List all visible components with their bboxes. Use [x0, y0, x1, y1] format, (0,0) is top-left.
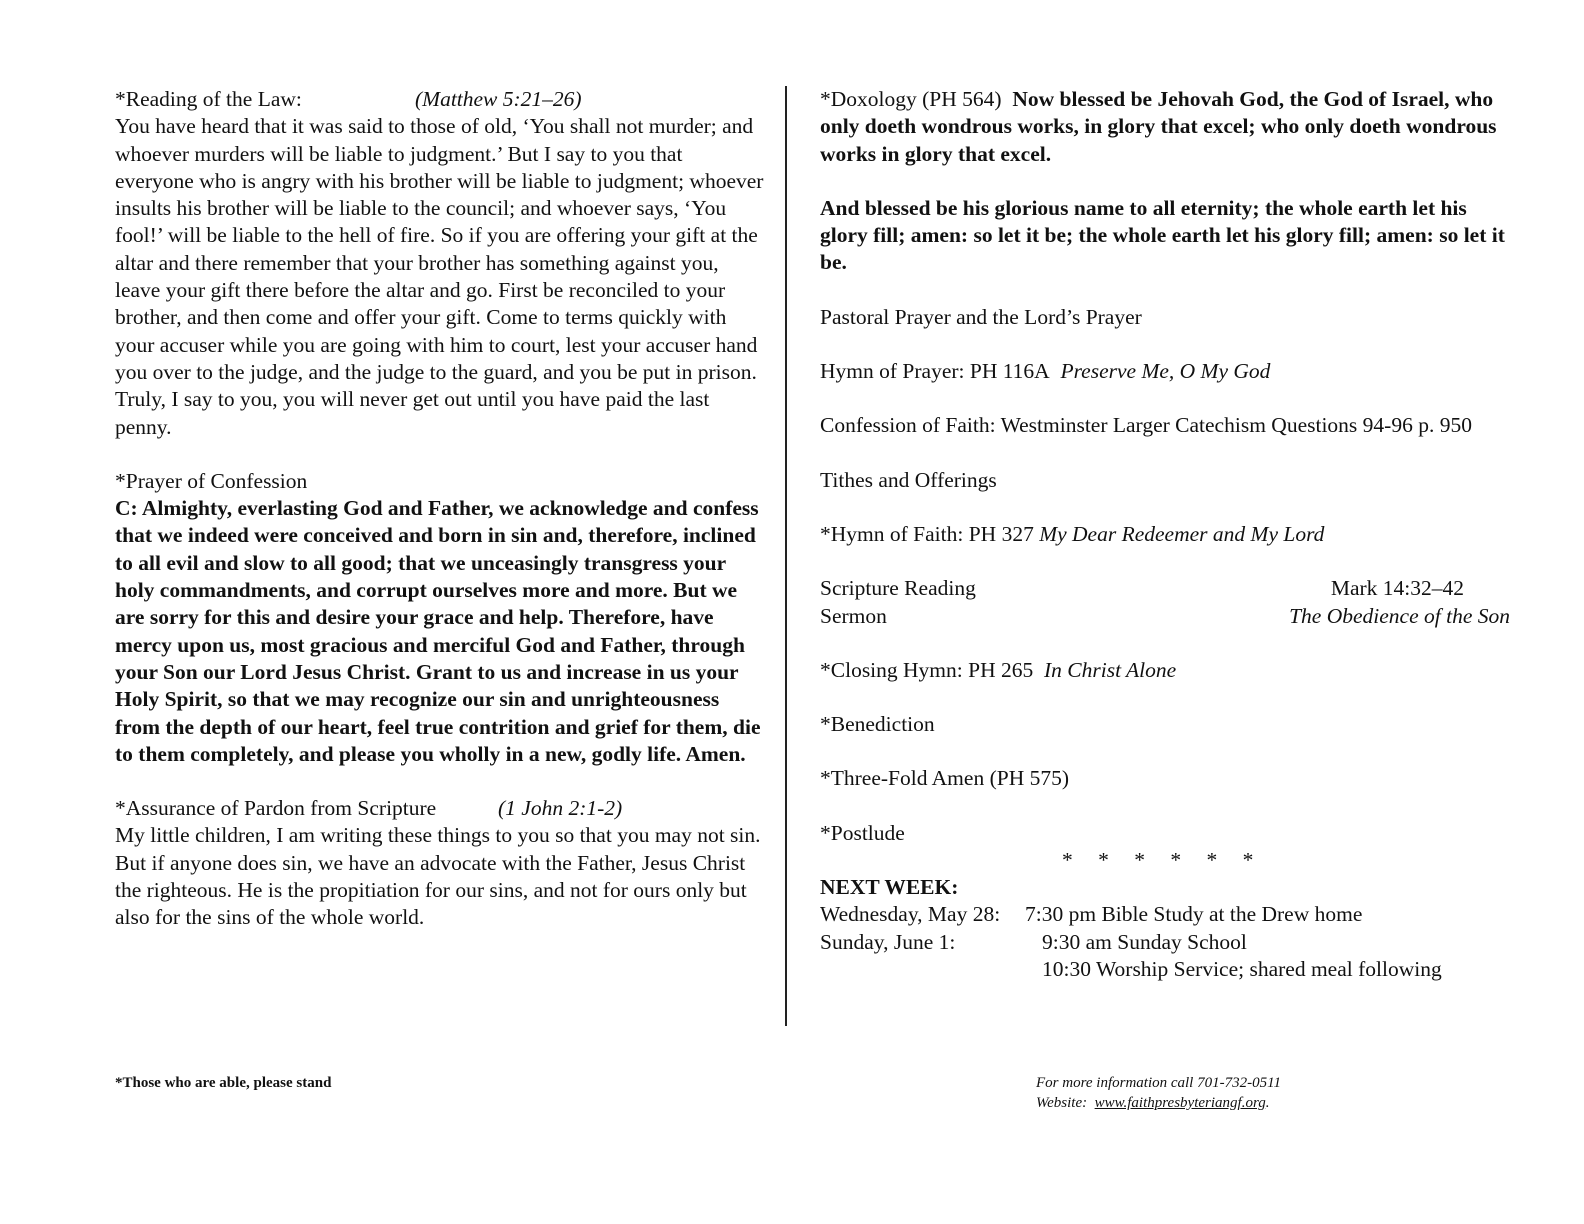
- law-heading: [115, 86, 765, 113]
- website-end: .: [1265, 1095, 1270, 1111]
- hymn-faith-label: *Hymn of Faith: PH 327: [820, 521, 1034, 546]
- confession-title: *Prayer of Confession: [115, 468, 308, 493]
- website-label: Website:: [1036, 1095, 1088, 1111]
- postlude: *Postlude: [820, 820, 905, 845]
- doxology-label: *Doxology (PH 564): [820, 87, 1002, 111]
- scripture-label: Scripture Reading: [820, 576, 976, 601]
- assurance-heading: [115, 795, 765, 822]
- closing-hymn-label: *Closing Hymn: PH 265: [820, 657, 1034, 682]
- next-week-date: Sunday, June 1:: [820, 929, 956, 954]
- left-column: [115, 86, 765, 932]
- hymn-prayer-title: Preserve Me, O My God: [1060, 359, 1271, 384]
- hymn-prayer-label: Hymn of Prayer: PH 116A: [820, 359, 1050, 384]
- doxology-text-1: Now blessed be Jehovah God, the God of Israel, who only doeth wondrous works, in glory that excel; who only doeth wondrous works in glory that excel.: [820, 87, 1497, 166]
- sermon-title: The Obedience of the Son: [1289, 603, 1510, 628]
- right-column: [820, 86, 1510, 983]
- separator-stars: * * * * * *: [1062, 848, 1254, 873]
- stand-note: *Those who are able, please stand: [115, 1075, 332, 1091]
- column-divider: [785, 86, 787, 1026]
- contact-info: [1036, 1073, 1281, 1113]
- law-reference: (Matthew 5:21–26): [415, 87, 582, 111]
- sermon-row: [820, 603, 1510, 630]
- next-week-item: [820, 956, 1510, 983]
- three-fold-amen: *Three-Fold Amen (PH 575): [820, 766, 1070, 791]
- next-week-date: Wednesday, May 28:: [820, 902, 1001, 927]
- next-week-title: NEXT WEEK:: [820, 875, 959, 900]
- website-link[interactable]: www.faithpresbyteriangf.org: [1094, 1095, 1266, 1111]
- pastoral-prayer: Pastoral Prayer and the Lord’s Prayer: [820, 304, 1142, 329]
- info-call: For more information call 701-732-0511: [1036, 1075, 1281, 1091]
- assurance-title: *Assurance of Pardon from Scripture: [115, 796, 437, 821]
- hymn-of-prayer: [820, 358, 1510, 385]
- next-week-date: [820, 956, 1042, 983]
- scripture-row: [820, 575, 1510, 602]
- closing-hymn-title: In Christ Alone: [1044, 657, 1177, 682]
- doxology-text-2: And blessed be his glorious name to all eternity; the whole earth let his glory fill; amen: so let it be; the whole earth let his glory fill; amen: so let it be.: [820, 195, 1505, 275]
- confession-text: C: Almighty, everlasting God and Father, we acknowledge and confess that we indeed were conceived and born in sin and, therefore, inclined to all evil and slow to all good; that we unceasingly transgress your holy commandments, and corrupt ourselves more and more. But we are sorry for this and desire your grace and help. Therefore, have mercy upon us, most gracious and merciful God and Father, through your Son our Lord Jesus Christ. Grant to us and increase in us your Holy Spirit, so that we may recognize our sin and unrighteousness from the depth of our heart, feel true contrition and grief for them, die to them completely, and please you wholly in a new, godly life. Amen.: [115, 496, 761, 766]
- next-week-event: 10:30 Worship Service; shared meal following: [1042, 956, 1442, 981]
- scripture-reference: Mark 14:32–42: [1330, 576, 1464, 601]
- next-week-item: [820, 901, 1510, 928]
- assurance-reference: (1 John 2:1-2): [498, 796, 623, 821]
- law-text: You have heard that it was said to those of old, ‘You shall not murder; and whoever murders will be liable to judgment.’ But I say to you that everyone who is angry with his brother will be liable to judgment; whoever insults his brother will be liable to the council; and whoever says, ‘You fool!’ will be liable to the hell of fire. So if you are offering your gift at the altar and there remember that your brother has something against you, leave your gift there before the altar and go. First be reconciled to your brother, and then come and offer your gift. Come to terms quickly with your accuser while you are going with him to court, lest your accuser hand you over to the judge, and the judge to the guard, and you be put in prison. Truly, I say to you, you will never get out until you have paid the last penny.: [115, 114, 764, 439]
- confession-of-faith: Confession of Faith: Westminster Larger Catechism Questions 94-96 p. 950: [820, 413, 1472, 438]
- tithes-offerings: Tithes and Offerings: [820, 467, 997, 492]
- closing-hymn: [820, 657, 1510, 684]
- hymn-faith-title: My Dear Redeemer and My Lord: [1039, 521, 1325, 546]
- hymn-of-faith: [820, 521, 1510, 548]
- next-week-item: [820, 929, 1510, 956]
- assurance-text: My little children, I am writing these things to you so that you may not sin. But if anyone does sin, we have an advocate with the Father, Jesus Christ the righteous. He is the propitiation for our sins, and not for ours only but also for the sins of the whole world.: [115, 823, 761, 930]
- doxology: [820, 86, 1510, 168]
- next-week-list: [820, 901, 1510, 983]
- law-title: *Reading of the Law:: [115, 87, 302, 111]
- benediction: *Benediction: [820, 712, 935, 737]
- next-week-event: 7:30 pm Bible Study at the Drew home: [1025, 902, 1363, 927]
- scripture-sermon-block: [820, 575, 1510, 630]
- sermon-label: Sermon: [820, 603, 887, 628]
- website-line: [1036, 1093, 1281, 1113]
- next-week-event: 9:30 am Sunday School: [1042, 929, 1247, 954]
